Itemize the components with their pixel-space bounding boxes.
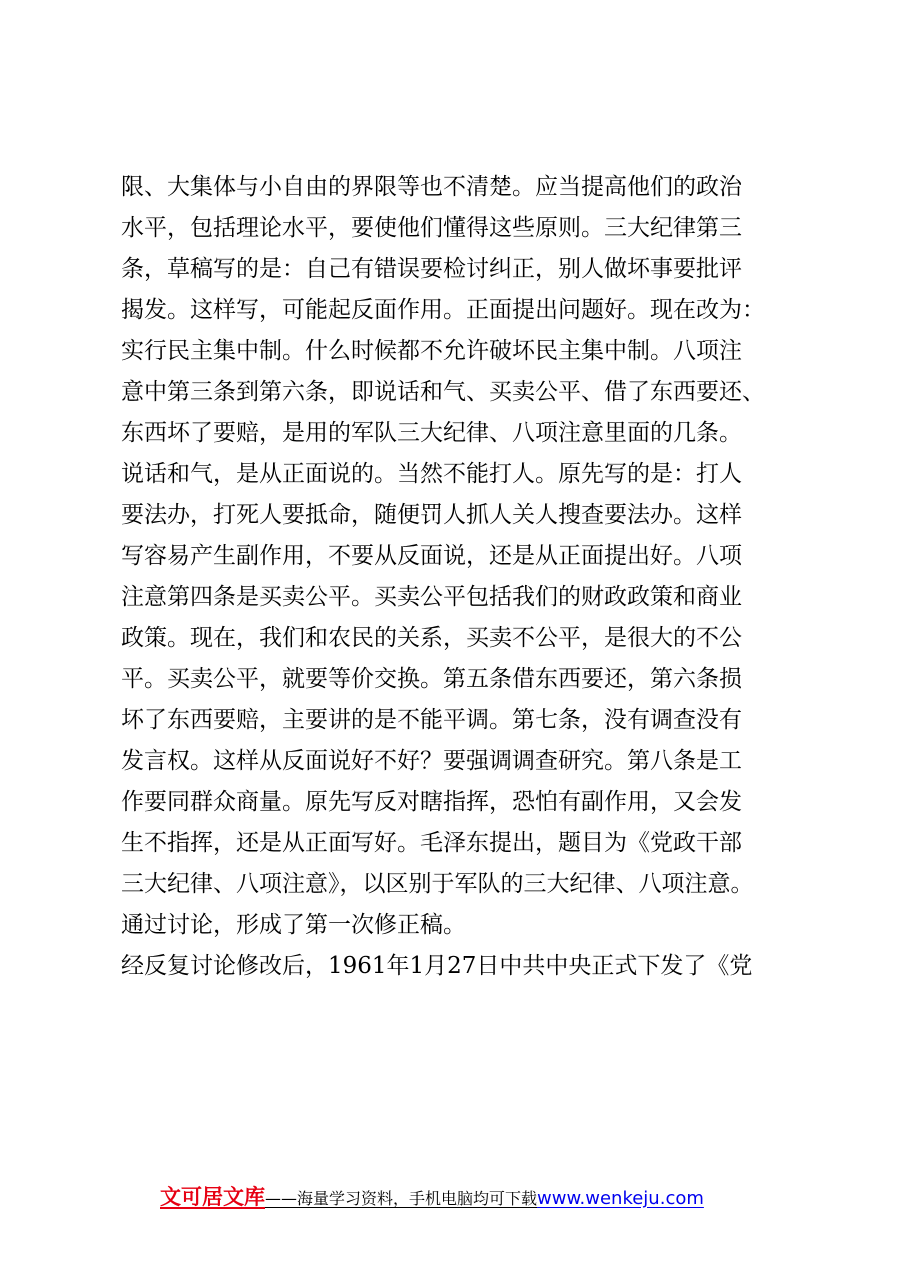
text-line: 限、大集体与小自由的界限等也不清楚。应当提高他们的政治 [121,174,742,200]
text-line: 生不指挥，还是从正面写好。毛泽东提出，题目为《党政干部 [121,830,742,856]
footer-site-link[interactable]: www.wenkeju.com [537,1188,704,1209]
text-line: 实行民主集中制。什么时候都不允许破坏民主集中制。八项注 [121,338,742,364]
text-line: 通过讨论，形成了第一次修正稿。 [121,912,466,938]
text-line: 东西坏了要赔，是用的军队三大纪律、八项注意里面的几条。 [121,420,742,446]
footer-brand-link[interactable]: 文可居文库 [160,1185,265,1209]
text-line: 坏了东西要赔，主要讲的是不能平调。第七条，没有调查没有 [121,707,742,733]
text-line: 条，草稿写的是：自己有错误要检讨纠正，别人做坏事要批评 [121,256,742,282]
footer-slogan: ——海量学习资料，手机电脑均可下载 [265,1189,538,1208]
text-line: 说话和气，是从正面说的。当然不能打人。原先写的是：打人 [121,461,742,487]
text-line: 经反复讨论修改后，1961年1月27日中共中央正式下发了《党 [121,953,753,979]
text-line: 政策。现在，我们和农民的关系，买卖不公平，是很大的不公 [121,625,742,651]
text-line: 注意第四条是买卖公平。买卖公平包括我们的财政政策和商业 [121,584,742,610]
text-line: 平。买卖公平，就要等价交换。第五条借东西要还，第六条损 [121,666,742,692]
footer-banner [160,1180,800,1214]
text-line: 要法办，打死人要抵命，随便罚人抓人关人搜查要法办。这样 [121,502,742,528]
text-line: 作要同群众商量。原先写反对瞎指挥，恐怕有副作用，又会发 [121,789,742,815]
text-line: 三大纪律、八项注意》，以区别于军队的三大纪律、八项注意。 [121,871,754,897]
text-line: 发言权。这样从反面说好不好？要强调调查研究。第八条是工 [121,748,742,774]
text-line: 水平，包括理论水平，要使他们懂得这些原则。三大纪律第三 [121,215,742,241]
document-body [121,167,821,987]
text-line: 意中第三条到第六条，即说话和气、买卖公平、借了东西要还、 [121,379,765,405]
text-line: 写容易产生副作用，不要从反面说，还是从正面提出好。八项 [121,543,742,569]
text-line: 揭发。这样写，可能起反面作用。正面提出问题好。现在改为： [121,297,765,323]
